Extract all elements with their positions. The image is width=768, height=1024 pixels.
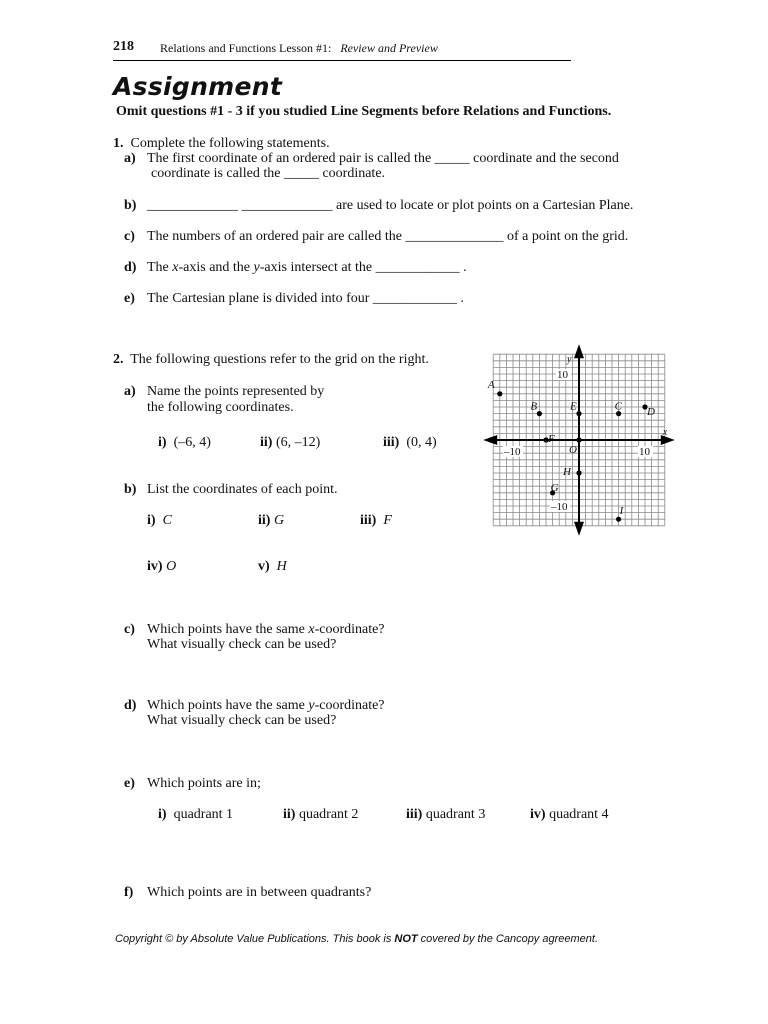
point-label-h: H: [563, 466, 571, 478]
q2b-item-2: [258, 513, 284, 529]
q2e-item-2-label: ii): [283, 807, 296, 822]
q1a-line2: coordinate is called the _____ coordinate.: [151, 166, 386, 181]
q2b-item-1-label: i): [147, 513, 156, 528]
q2a-item-1-label: i): [158, 435, 167, 450]
q2a-item-3-label: iii): [383, 435, 400, 450]
coordinate-grid-svg: [489, 345, 675, 535]
q1d-x: x: [172, 260, 179, 275]
tick-label-y-neg: –10: [551, 501, 568, 513]
q2d-line2: What visually check can be used?: [147, 713, 337, 728]
q2a-item-2-value: (6, –12): [275, 435, 321, 450]
q2e-item-3-value: quadrant 3: [425, 807, 486, 822]
q2c-post: -coordinate?: [314, 622, 385, 637]
q2d-post: -coordinate?: [314, 698, 385, 713]
y-axis-arrow-down: [574, 522, 584, 536]
point-label-f: F: [548, 433, 555, 445]
point-label-a: A: [487, 378, 495, 391]
q2a-item-2: [260, 435, 320, 451]
q2e-item-2-value: quadrant 2: [298, 807, 359, 822]
q1d-post: -axis intersect at the ____________ .: [259, 260, 467, 275]
q2e-item-2: [283, 807, 358, 823]
point-i: [616, 517, 621, 522]
q1a-line1: The first coordinate of an ordered pair is called the _____ coordinate and the second: [147, 151, 619, 166]
header-rule: [113, 60, 571, 61]
q2e-item-1: [158, 807, 233, 823]
q2e-item-4-value: quadrant 4: [549, 807, 609, 822]
copyright-prefix: Copyright © by Absolute Value Publications. This book is: [115, 933, 395, 945]
q2a-label: a): [124, 384, 136, 399]
point-b: [537, 411, 542, 416]
q2a-item-1-value: (–6, 4): [173, 435, 211, 450]
tick-label-y-pos: 10: [557, 369, 568, 381]
point-label-c: C: [614, 400, 622, 413]
q2b-item-2-value: G: [273, 513, 285, 528]
point-label-b: B: [530, 400, 538, 413]
point-label-o: O: [569, 444, 577, 456]
q1c-text: The numbers of an ordered pair are called the ______________ of a point on the grid.: [147, 229, 629, 244]
q2e-item-3: [406, 807, 485, 823]
q2b-item-1-value: C: [162, 513, 172, 528]
q1-stem-text: Complete the following statements.: [130, 136, 330, 151]
q2b-item-4-value: O: [166, 559, 177, 574]
assignment-title: Assignment: [113, 72, 283, 101]
copyright-emphasis: NOT: [394, 933, 418, 945]
point-e: [576, 411, 581, 416]
q1e-label: e): [124, 291, 135, 306]
q1d-text: [147, 260, 467, 276]
page-number: 218: [113, 39, 134, 54]
q2c-line2: What visually check can be used?: [147, 637, 337, 652]
q2f-label: f): [124, 885, 134, 900]
q2d-line1: [147, 698, 385, 714]
q1d-pre: The: [147, 260, 173, 275]
coordinate-grid: [489, 345, 675, 535]
q2d-var: y: [308, 698, 315, 713]
q2b-text: List the coordinates of each point.: [147, 482, 338, 497]
point-label-d: D: [647, 406, 655, 418]
q2a-item-1: [158, 435, 211, 451]
header-lesson: [160, 41, 438, 56]
q2d-label: d): [124, 698, 137, 713]
point-h: [576, 470, 581, 475]
q2c-var: x: [308, 622, 315, 637]
q1a-label: a): [124, 151, 136, 166]
q2b-item-5-value: H: [276, 559, 287, 574]
q1c-label: c): [124, 229, 135, 244]
q1-stem: [113, 136, 330, 152]
point-o: [576, 437, 581, 442]
x-axis-arrow-left: [483, 435, 497, 445]
q2e-text: Which points are in;: [147, 776, 261, 791]
q1d-label: d): [124, 260, 137, 275]
q2b-item-4-label: iv): [147, 559, 163, 574]
y-axis-arrow-up: [574, 344, 584, 358]
q1d-mid: -axis and the: [178, 260, 254, 275]
q2b-item-3: [360, 513, 392, 529]
q2b-item-2-label: ii): [258, 513, 271, 528]
q2a-line2: the following coordinates.: [147, 400, 294, 415]
y-axis-label: y: [567, 354, 572, 366]
q2c-line1: [147, 622, 385, 638]
q2e-item-1-value: quadrant 1: [173, 807, 234, 822]
copyright-suffix: covered by the Cancopy agreement.: [417, 933, 599, 945]
q2b-item-5: [258, 559, 287, 575]
q2e-item-4-label: iv): [530, 807, 546, 822]
q1e-text: The Cartesian plane is divided into four ____________ .: [147, 291, 464, 306]
q2f-text: Which points are in between quadrants?: [147, 885, 372, 900]
x-axis-label: x: [662, 427, 668, 438]
q1d-y: y: [253, 260, 260, 275]
q2e-item-1-label: i): [158, 807, 167, 822]
q2-stem: [113, 352, 429, 368]
q2c-pre: Which points have the same: [147, 622, 309, 637]
q2c-label: c): [124, 622, 135, 637]
q2a-item-3: [383, 435, 437, 451]
instruction: Omit questions #1 - 3 if you studied Line Segments before Relations and Functions.: [116, 104, 612, 119]
q2d-pre: Which points have the same: [147, 698, 309, 713]
q1-number: 1.: [113, 136, 124, 151]
q2b-item-5-label: v): [258, 559, 270, 574]
q1b-text: _____________ _____________ are used to locate or plot points on a Cartesian Plane.: [147, 198, 634, 213]
q2b-item-3-label: iii): [360, 513, 377, 528]
tick-label-x-neg: –10: [504, 446, 521, 458]
header-lesson-text: Relations and Functions Lesson #1:: [160, 41, 332, 55]
point-label-e: E: [570, 400, 577, 413]
q2e-item-3-label: iii): [406, 807, 423, 822]
q2a-line1: Name the points represented by: [147, 384, 325, 399]
q2e-label: e): [124, 776, 135, 791]
q2e-item-4: [530, 807, 609, 823]
q2b-label: b): [124, 482, 137, 497]
point-label-g: G: [550, 481, 559, 494]
header-subtitle: Review and Preview: [340, 41, 438, 55]
copyright-notice: [115, 933, 598, 945]
q1b-label: b): [124, 198, 137, 213]
q2a-item-3-value: (0, 4): [406, 435, 437, 450]
tick-label-x-pos: 10: [639, 446, 650, 458]
q2b-item-1: [147, 513, 172, 529]
point-a: [497, 391, 502, 396]
q2a-item-2-label: ii): [260, 435, 273, 450]
point-label-i: I: [619, 505, 624, 518]
q2b-item-4: [147, 559, 176, 575]
q2-stem-text: The following questions refer to the grid on the right.: [130, 352, 429, 367]
q2b-item-3-value: F: [383, 513, 392, 528]
q2-number: 2.: [113, 352, 124, 367]
